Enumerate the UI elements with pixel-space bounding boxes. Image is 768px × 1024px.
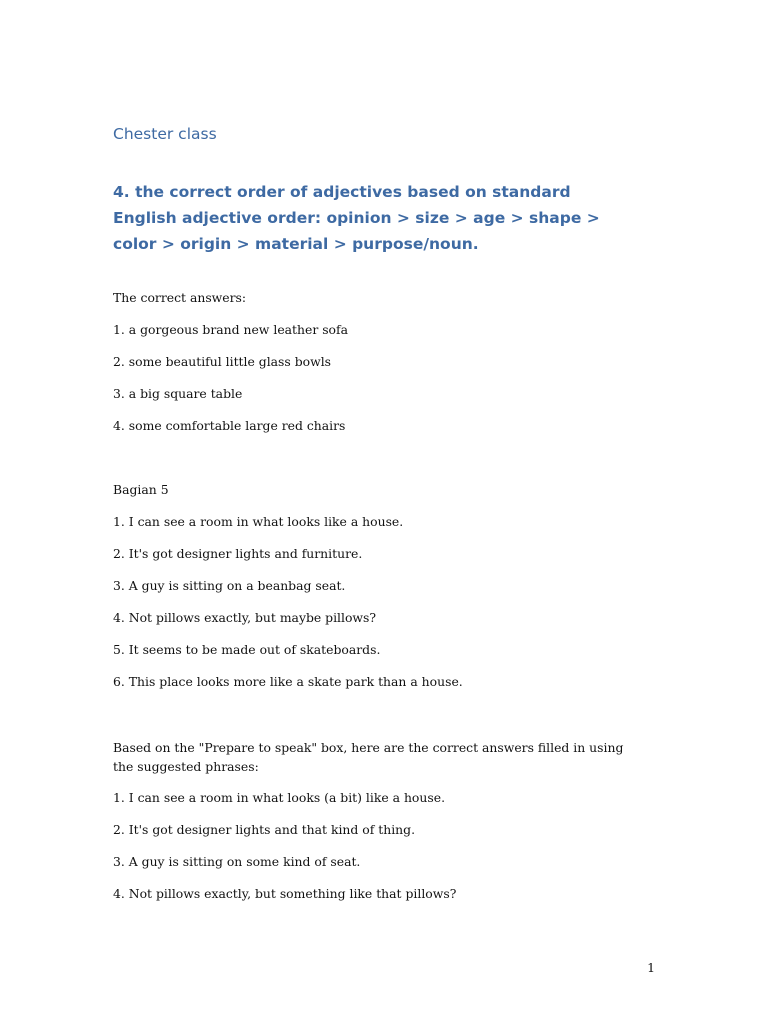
- prepare-intro: Based on the "Prepare to speak" box, here are the correct answers filled in using the suggested phrases:: [113, 740, 624, 774]
- prepare-item: 3. A guy is sitting on some kind of seat.: [113, 854, 361, 869]
- answer-item: 2. some beautiful little glass bowls: [113, 354, 332, 369]
- answer-item: 3. a big square table: [113, 386, 243, 401]
- page-number: 1: [647, 960, 655, 975]
- answers-intro: The correct answers:: [113, 290, 247, 305]
- section-4-heading: 4. the correct order of adjectives based on standard English adjective order: opinion > size > age > shape > color > origin > material > purpose/noun.: [113, 183, 600, 253]
- prepare-item: 2. It's got designer lights and that kind of thing.: [113, 822, 416, 837]
- section-5-item: 2. It's got designer lights and furniture.: [113, 546, 363, 561]
- section-5-item: 6. This place looks more like a skate park than a house.: [113, 674, 463, 689]
- section-5-item: 4. Not pillows exactly, but maybe pillows?: [113, 610, 377, 625]
- section-5-item: 1. I can see a room in what looks like a house.: [113, 514, 404, 529]
- class-title: Chester class: [113, 125, 217, 143]
- section-5-item: 3. A guy is sitting on a beanbag seat.: [113, 578, 346, 593]
- answer-item: 4. some comfortable large red chairs: [113, 418, 346, 433]
- answer-item: 1. a gorgeous brand new leather sofa: [113, 322, 348, 337]
- prepare-item: 1. I can see a room in what looks (a bit) like a house.: [113, 790, 446, 805]
- prepare-item: 4. Not pillows exactly, but something like that pillows?: [113, 886, 457, 901]
- section-5-item: 5. It seems to be made out of skateboards.: [113, 642, 381, 657]
- section-5-title: Bagian 5: [113, 482, 169, 497]
